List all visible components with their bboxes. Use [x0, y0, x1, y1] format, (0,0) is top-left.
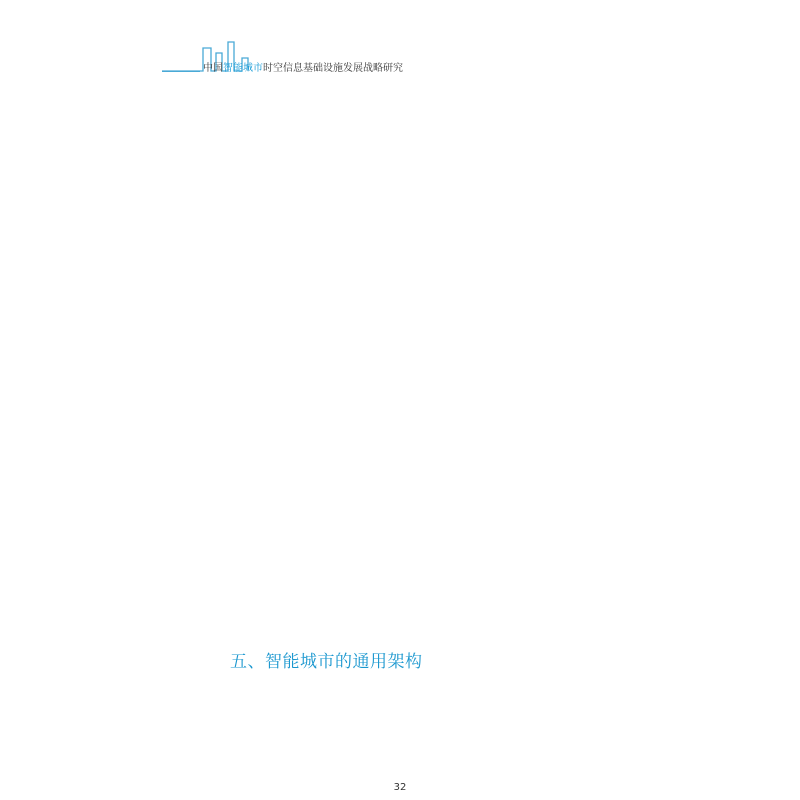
header-title-prefix: 中国	[203, 63, 223, 74]
header-rule	[162, 71, 200, 72]
section-heading: 五、智能城市的通用架构	[230, 652, 423, 672]
page-number: 32	[393, 782, 407, 793]
header-title-accent: 智能城市	[223, 63, 263, 74]
running-header	[203, 62, 403, 76]
header-title-suffix: 时空信息基础设施发展战略研究	[263, 63, 403, 74]
